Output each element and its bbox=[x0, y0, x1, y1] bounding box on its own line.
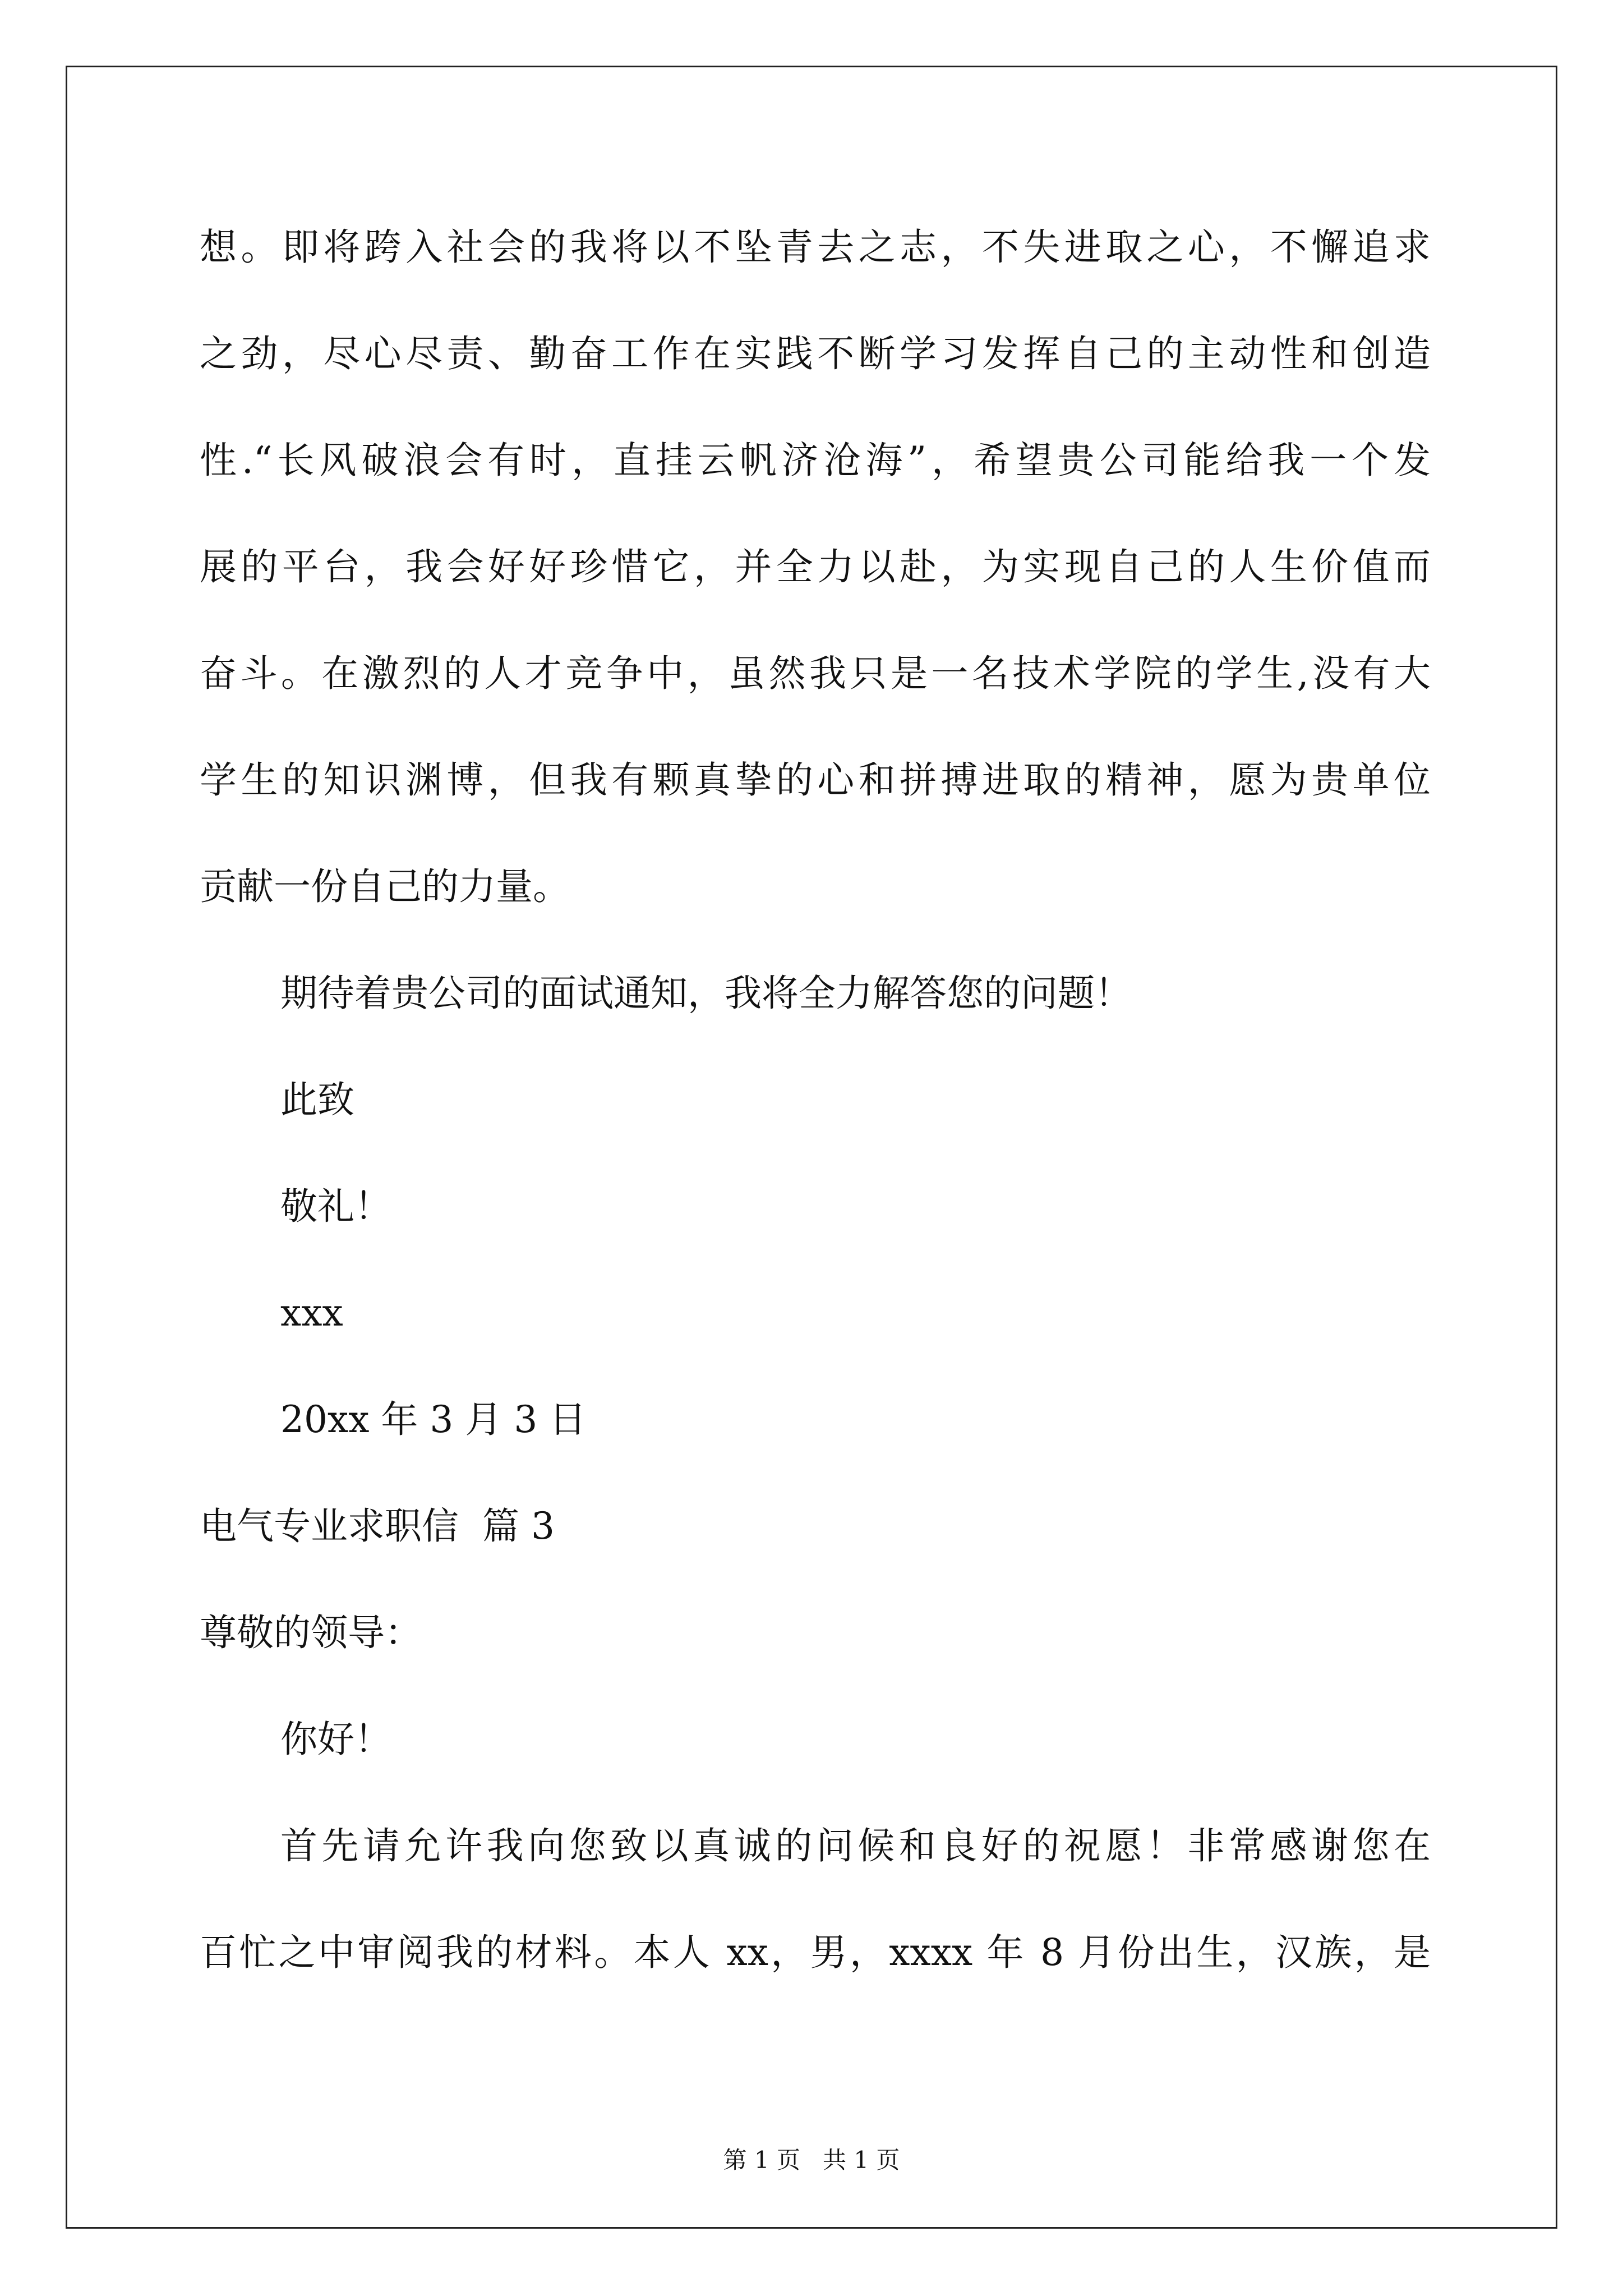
greeting-line: 尊敬的领导： bbox=[200, 1611, 422, 1654]
hello-line: 你好！ bbox=[280, 1718, 391, 1761]
salutation-jingli: 敬礼！ bbox=[280, 1185, 391, 1228]
body-line: 贡献一份自己的力量。 bbox=[200, 865, 570, 908]
section-heading: 电气专业求职信 篇 3 bbox=[200, 1504, 555, 1548]
signature-date: 20xx 年 3 月 3 日 bbox=[280, 1398, 587, 1441]
salutation-cizhi: 此致 bbox=[280, 1078, 354, 1121]
body-line: 首先请允许我向您致以真诚的问候和良好的祝愿！非常感谢您在 bbox=[280, 1824, 1431, 1867]
body-line: 奋斗。在激烈的人才竞争中，虽然我只是一名技术学院的学生,没有大 bbox=[200, 652, 1431, 695]
body-line: 百忙之中审阅我的材料。本人 xx，男，xxxx 年 8 月份出生，汉族，是 bbox=[200, 1931, 1431, 1974]
body-line: 想。即将跨入社会的我将以不坠青去之志，不失进取之心，不懈追求 bbox=[200, 226, 1431, 269]
body-line: 之劲，尽心尽责、勤奋工作在实践不断学习发挥自己的主动性和创造 bbox=[200, 332, 1431, 375]
page-number: 第 1 页 bbox=[723, 2146, 800, 2174]
page-footer bbox=[0, 2142, 1623, 2175]
body-line: 展的平台，我会好好珍惜它，并全力以赴，为实现自己的人生价值而 bbox=[200, 545, 1431, 588]
closing-paragraph: 期待着贵公司的面试通知，我将全力解答您的问题！ bbox=[280, 972, 1132, 1015]
page-border bbox=[66, 66, 1557, 2229]
body-line: 学生的知识渊博，但我有颗真挚的心和拼搏进取的精神，愿为贵单位 bbox=[200, 758, 1431, 802]
signature-name: xxx bbox=[280, 1291, 343, 1335]
page-total: 共 1 页 bbox=[823, 2146, 900, 2174]
body-line: 性.“长风破浪会有时，直挂云帆济沧海”，希望贵公司能给我一个发 bbox=[200, 439, 1431, 482]
